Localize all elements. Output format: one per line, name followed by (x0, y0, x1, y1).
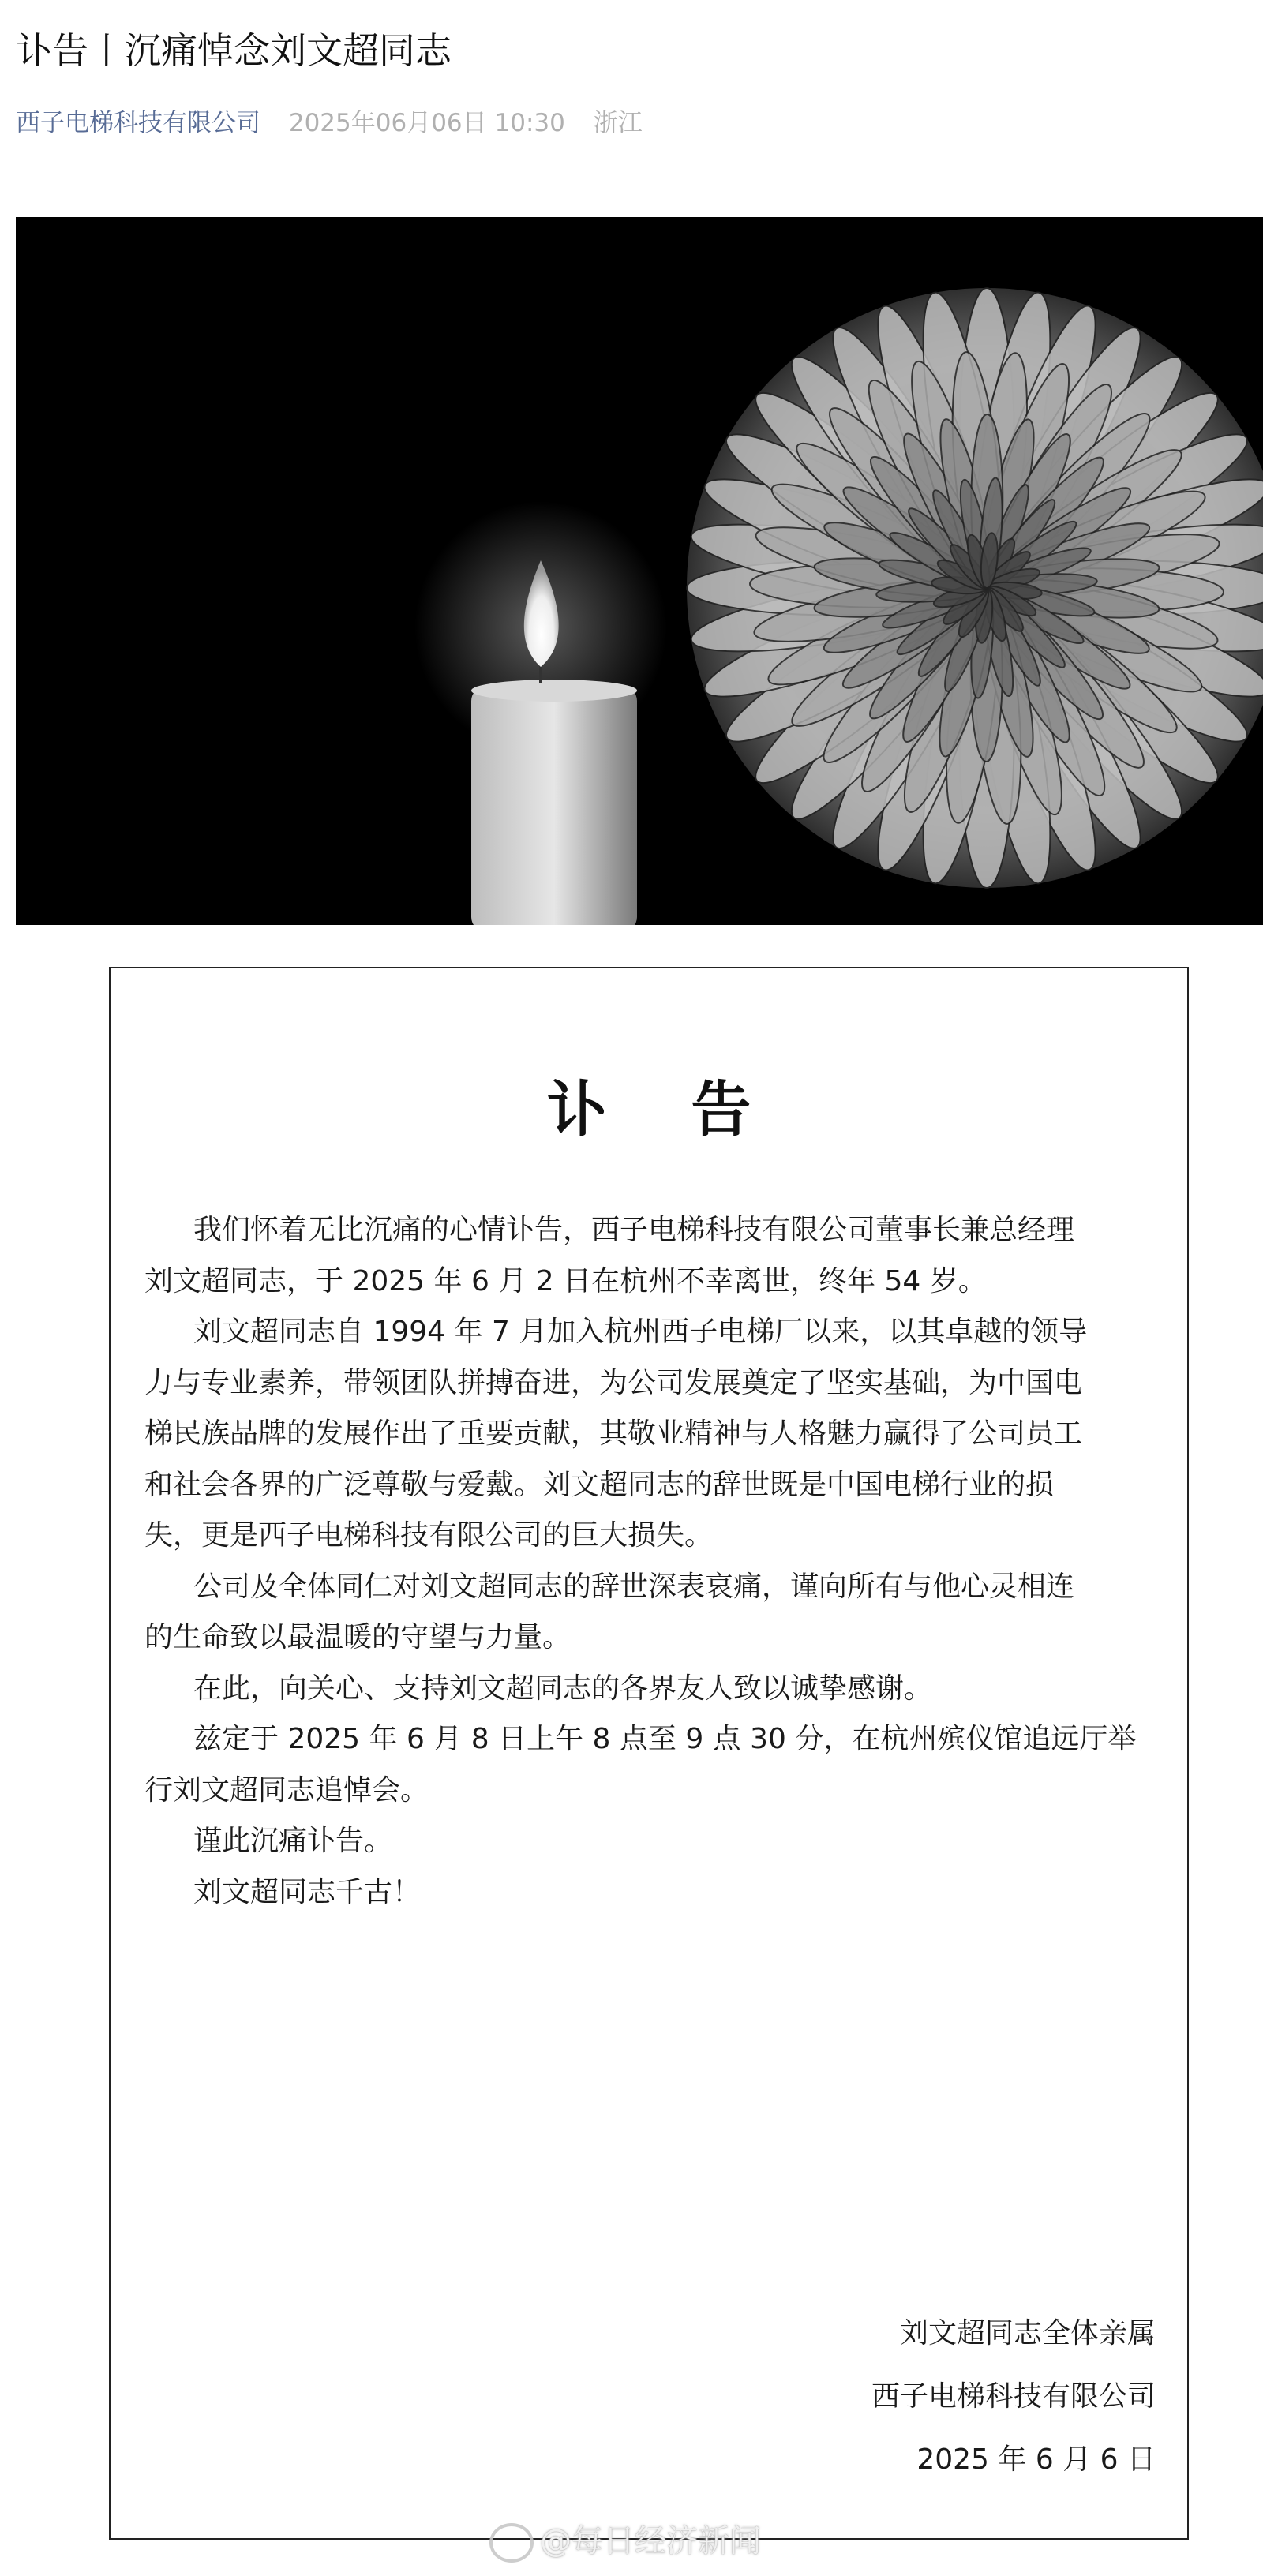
publish-time: 2025年06月06日 10:30 (288, 109, 565, 137)
paragraph-line: 谨此沉痛讣告。 (193, 1825, 393, 1857)
paragraph-line: 刘文超同志自 1994 年 7 月加入杭州西子电梯厂以来，以其卓越的领导 (193, 1316, 1088, 1348)
paragraph-line: 公司及全体同仁对刘文超同志的辞世深表哀痛，谨向所有与他心灵相连 (193, 1570, 1075, 1603)
location: 浙江 (593, 109, 643, 137)
paragraph-line: 刘文超同志千古！ (193, 1875, 422, 1908)
paragraph-line: 我们怀着无比沉痛的心情讣告，西子电梯科技有限公司董事长兼总经理 (193, 1214, 1075, 1246)
notice-paragraph (144, 1307, 1171, 1562)
notice-paragraph (144, 1816, 1171, 1867)
author-link[interactable]: 西子电梯科技有限公司 (16, 109, 260, 137)
paragraph-line: 在此，向关心、支持刘文超同志的各界友人致以诚挚感谢。 (193, 1672, 933, 1705)
notice-paragraph (144, 1664, 1171, 1715)
paragraph-line: 的生命致以最温暖的守望与力量。 (144, 1621, 572, 1653)
candle (414, 501, 667, 925)
signature-family: 刘文超同志全体亲属 (899, 2317, 1156, 2349)
chrysanthemum-flower (687, 288, 1263, 888)
watermark (489, 2516, 761, 2563)
paragraph-line: 刘文超同志，于 2025 年 6 月 2 日在杭州不幸离世，终年 54 岁。 (144, 1264, 987, 1297)
notice-paragraph (144, 1714, 1171, 1816)
article-meta (16, 103, 643, 138)
paragraph-line: 行刘文超同志追悼会。 (144, 1773, 429, 1807)
weibo-icon (489, 2523, 534, 2563)
obituary-notice (109, 967, 1189, 2540)
paragraph-line: 和社会各界的广泛尊敬与爱戴。刘文超同志的辞世既是中国电梯行业的损 (144, 1468, 1055, 1501)
notice-paragraph (144, 1562, 1171, 1664)
signature-date: 2025 年 6 月 6 日 (916, 2443, 1156, 2476)
paragraph-line: 力与专业素养，带领团队拼搏奋进，为公司发展奠定了坚实基础，为中国电 (144, 1366, 1083, 1399)
paragraph-line: 梯民族品牌的发展作出了重要贡献，其敬业精神与人格魅力赢得了公司员工 (144, 1417, 1083, 1450)
watermark-text: @每日经济新闻 (540, 2523, 761, 2559)
paragraph-line: 兹定于 2025 年 6 月 8 日上午 8 点至 9 点 30 分，在杭州殡仪馆追远厅举 (193, 1723, 1137, 1755)
notice-body (144, 1205, 1171, 1918)
notice-paragraph (144, 1867, 1171, 1919)
notice-paragraph (144, 1205, 1171, 1307)
notice-heading: 讣 告 (546, 1074, 783, 1144)
memorial-image (16, 217, 1263, 925)
signature-company: 西子电梯科技有限公司 (871, 2380, 1156, 2413)
paragraph-line: 失，更是西子电梯科技有限公司的巨大损失。 (144, 1519, 714, 1552)
article-title: 讣告丨沉痛悼念刘文超同志 (16, 29, 452, 72)
notice-signature (871, 2302, 1156, 2492)
